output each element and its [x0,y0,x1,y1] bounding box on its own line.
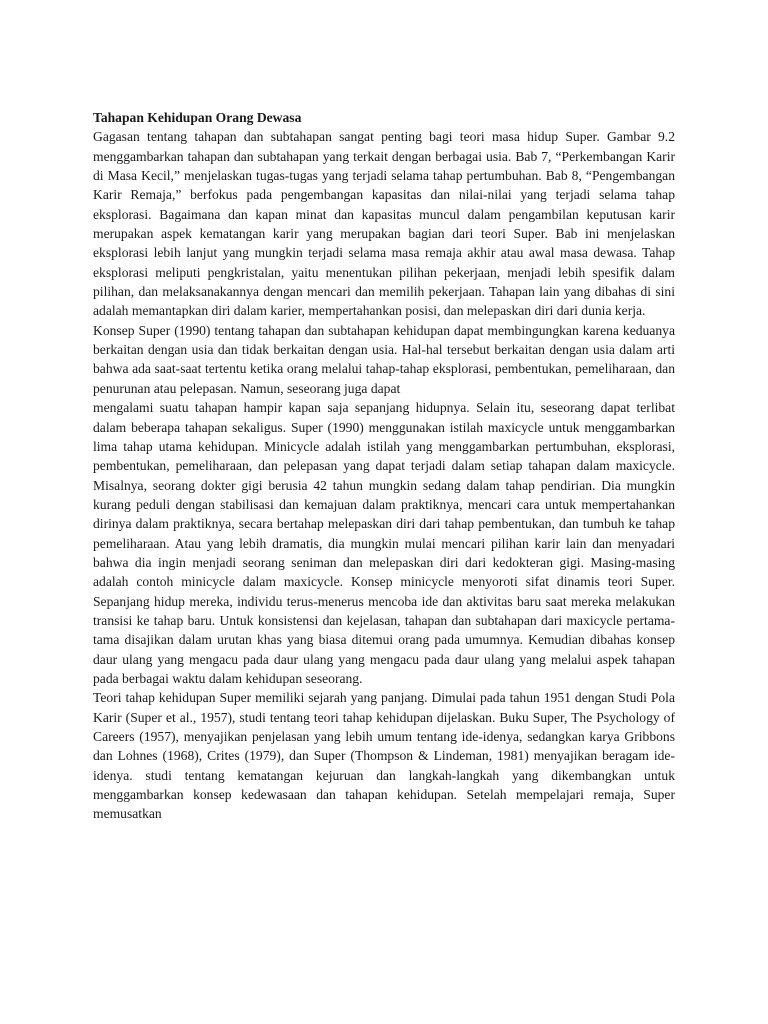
paragraph-history: Teori tahap kehidupan Super memiliki sejarah yang panjang. Dimulai pada tahun 1951 dengan Studi Pola Karir (Super et al., 1957), studi tentang teori tahap kehidupan dijelaskan. Buku Super, The Psychology of Careers (1957), menyajikan penjelasan yang lebih umum tentang ide-idenya, sedangkan karya Gribbons dan Lohnes (1968), Crites (1979), dan Super (Thompson & Lindeman, 1981) menyajikan beragam ide- idenya. studi tentang kematangan kejuruan dan langkah-langkah yang dikembangkan untuk menggambarkan konsep kedewasaan dan tahapan kehidupan. Setelah mempelajari remaja, Super memusatkan [93,690,675,822]
document-body [93,108,675,824]
paragraph-intro: Gagasan tentang tahapan dan subtahapan sangat penting bagi teori masa hidup Super. Gambar 9.2 menggambarkan tahapan dan subtahapan yang terkait dengan berbagai usia. Bab 7, “Perkembangan Karir di Masa Kecil,” menjelaskan tugas-tugas yang terjadi selama tahap pertumbuhan. Bab 8, “Pengembangan Karir Remaja,” berfokus pada pengembangan kapasitas dan nilai-nilai yang terjadi selama tahap eksplorasi. Bagaimana dan kapan minat dan kapasitas muncul dalam pengambilan keputusan karir merupakan aspek kematangan karir yang merupakan bagian dari teori Super. Bab ini menjelaskan eksplorasi lebih lanjut yang mungkin terjadi selama masa remaja akhir atau awal masa dewasa. Tahap eksplorasi meliputi pengkristalan, yaitu menentukan pilihan pekerjaan, menjadi lebih spesifik dalam pilihan, dan melaksanakannya dengan mencari dan memilih pekerjaan. Tahapan lain yang dibahas di sini adalah memantapkan diri dalam karier, mempertahankan posisi, dan melepaskan diri dari dunia kerja. [93,129,675,319]
paragraph-concept: Konsep Super (1990) tentang tahapan dan subtahapan kehidupan dapat membingungkan karena keduanya berkaitan dengan usia dan tidak berkaitan dengan usia. Hal-hal tersebut berkaitan dengan usia dalam arti bahwa ada saat-saat tertentu ketika orang melalui tahap-tahap eksplorasi, pembentukan, pemeliharaan, dan penurunan atau pelepasan. Namun, seseorang juga dapat [93,322,675,396]
section-heading: Tahapan Kehidupan Orang Dewasa [93,110,302,125]
paragraph-cycles: mengalami suatu tahapan hampir kapan saja sepanjang hidupnya. Selain itu, seseorang dapat terlibat dalam beberapa tahapan sekaligus. Super (1990) menggunakan istilah maxicycle untuk menggambarkan lima tahap utama kehidupan. Minicycle adalah istilah yang menggambarkan pertumbuhan, eksplorasi, pembentukan, pemeliharaan, dan pelepasan yang dapat terjadi dalam setiap tahapan dalam maxicycle. Misalnya, seorang dokter gigi berusia 42 tahun mungkin sedang dalam tahap pendirian. Dia mungkin kurang peduli dengan stabilisasi dan kemajuan dalam praktiknya, mencari cara untuk mempertahankan dirinya dalam praktiknya, secara bertahap melepaskan diri dari tahap pembentukan, dan tumbuh ke tahap pemeliharaan. Atau yang lebih dramatis, dia mungkin mulai mencari pilihan karir lain dan menyadari bahwa dia ingin menjadi seorang seniman dan melepaskan diri dari kedokteran gigi. Masing-masing adalah contoh minicycle dalam maxicycle. Konsep minicycle menyoroti sifat dinamis teori Super. Sepanjang hidup mereka, individu terus-menerus mencoba ide dan aktivitas baru saat mereka melakukan transisi ke tahap baru. Untuk konsistensi dan kejelasan, tahapan dan subtahapan dari maxicycle pertama- tama disajikan dalam urutan khas yang biasa ditemui orang pada umumnya. Kemudian dibahas konsep daur ulang yang mengacu pada daur ulang yang mengacu pada daur ulang yang melalui aspek tahapan pada berbagai waktu dalam kehidupan seseorang. [93,400,675,686]
